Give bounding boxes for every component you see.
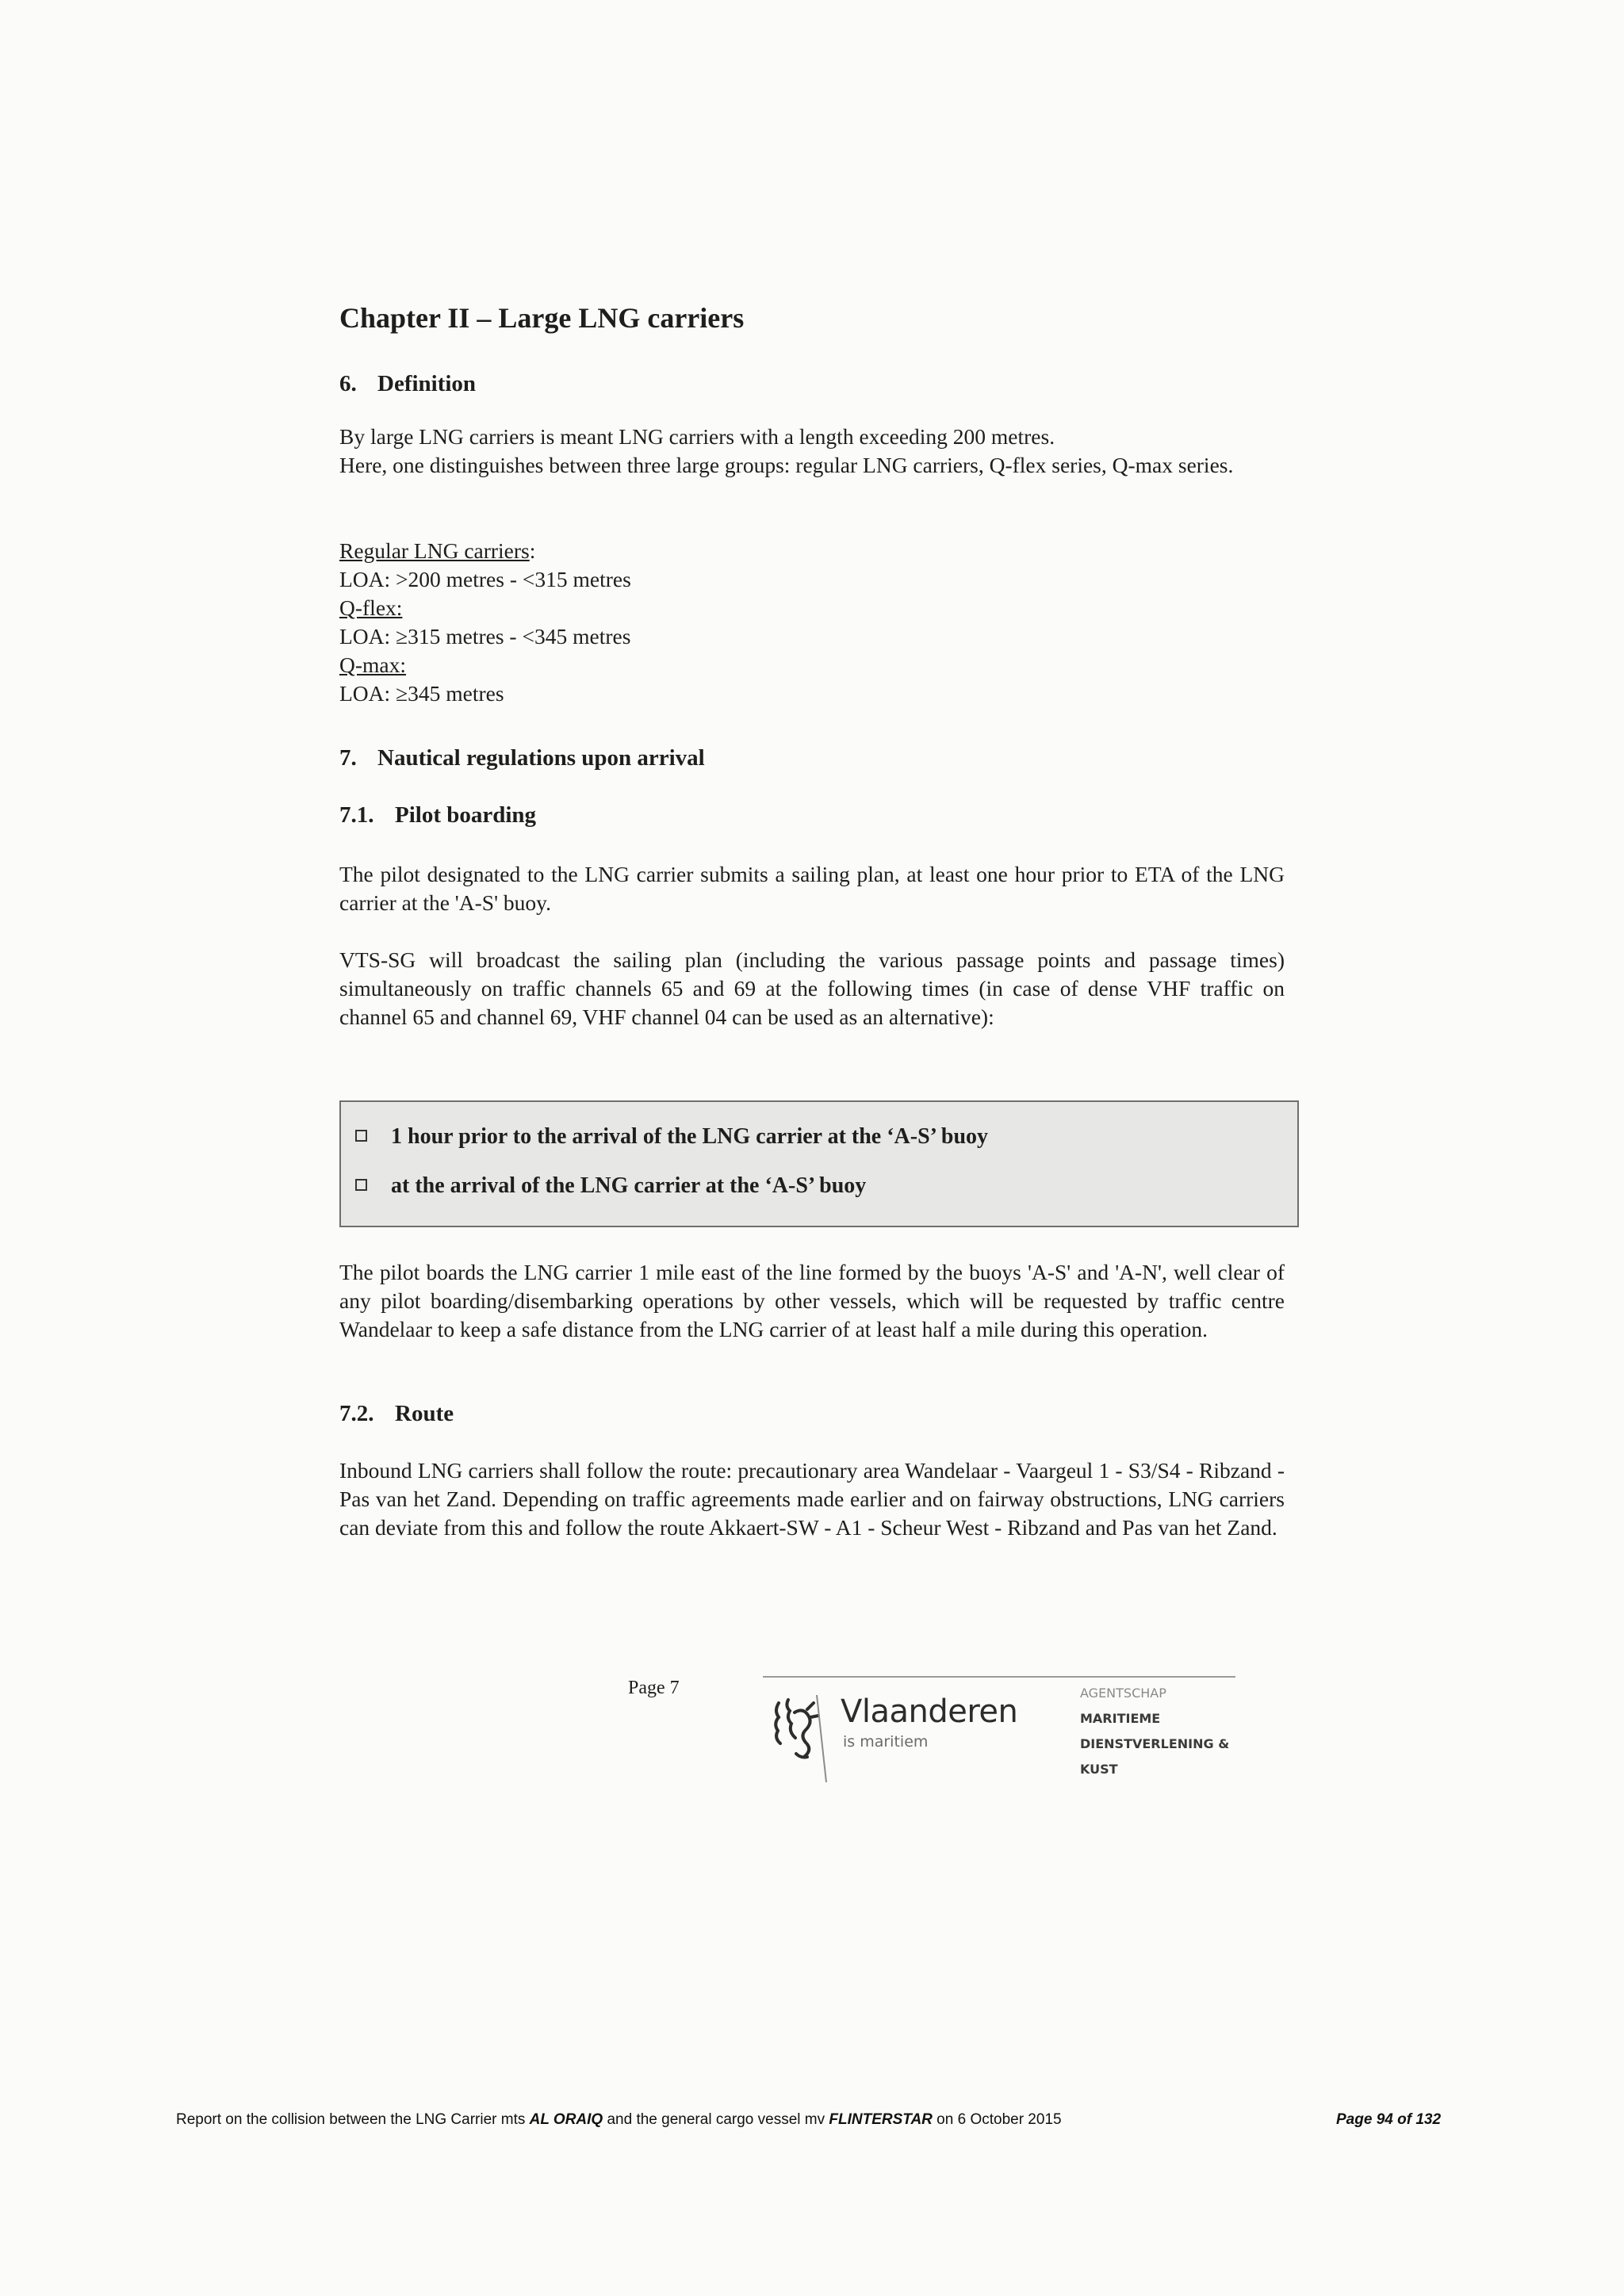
pilot-boarding-paragraph-1: The pilot designated to the LNG carrier submits a sailing plan, at least one hour prior to ETA of the LNG carrier at the 'A-S' buoy. xyxy=(339,862,1285,915)
regular-label-colon: : xyxy=(529,538,536,563)
footer-suffix: on 6 October 2015 xyxy=(932,2111,1062,2128)
checkbox-bullet-icon xyxy=(355,1130,367,1142)
footer-prefix: Report on the collision between the LNG Carrier mts xyxy=(176,2111,530,2128)
inner-page-number: Page 7 xyxy=(628,1678,680,1698)
agency-name xyxy=(1080,1681,1229,1782)
regular-lng-label xyxy=(339,537,535,565)
qflex-loa: LOA: ≥315 metres - <345 metres xyxy=(339,624,631,649)
section-number: 6. xyxy=(339,371,357,396)
broadcast-time-text: at the arrival of the LNG carrier at the ‘A-S’ buoy xyxy=(391,1173,867,1198)
section-7-1-heading xyxy=(339,802,536,828)
agency-line: DIENSTVERLENING & xyxy=(1080,1736,1230,1751)
section-title: Pilot boarding xyxy=(395,802,537,828)
chapter-title: Chapter II – Large LNG carriers xyxy=(339,302,745,334)
logo-tagline: is maritiem xyxy=(843,1733,929,1751)
broadcast-time-item xyxy=(355,1173,866,1199)
broadcast-time-item xyxy=(355,1124,988,1150)
report-page-number: Page 94 of 132 xyxy=(1336,2111,1442,2128)
route-paragraph: Inbound LNG carriers shall follow the route: precautionary area Wandelaar - Vaargeul 1 - S3/S4 - Ribzand - Pas van het Zand. Depending on traffic agreements made earlier and on fairway obstructions, LNG carriers can deviate from this and follow the route Akkaert-SW - A1 - Scheur West - Ribzand and Pas van het Zand. xyxy=(339,1458,1285,1540)
regular-label-text: Regular LNG carriers xyxy=(339,538,530,563)
logo-rule xyxy=(763,1676,1235,1678)
section-title: Route xyxy=(395,1401,454,1426)
section-7-2-heading xyxy=(339,1401,454,1427)
section-7-heading xyxy=(339,745,705,771)
qflex-label: Q-flex: xyxy=(339,595,403,620)
vessel-name-1: AL ORAIQ xyxy=(529,2111,603,2128)
vessel-name-2: FLINTERSTAR xyxy=(829,2111,933,2128)
agency-line: MARITIEME xyxy=(1080,1711,1161,1726)
broadcast-times-box xyxy=(339,1100,1299,1227)
definition-paragraph: By large LNG carriers is meant LNG carriers with a length exceeding 200 metres. xyxy=(339,424,1055,449)
section-6-heading xyxy=(339,371,476,397)
pilot-boarding-paragraph-3: The pilot boards the LNG carrier 1 mile east of the line formed by the buoys 'A-S' and 'A-N', well clear of any pilot boarding/disembarking operations by other vessels, which will be requested by traffic centre Wandelaar to keep a safe distance from the LNG carrier of at least half a mile during this operation. xyxy=(339,1260,1285,1341)
regular-loa: LOA: >200 metres - <315 metres xyxy=(339,567,631,591)
qmax-label: Q-max: xyxy=(339,652,407,677)
definition-paragraph-2: Here, one distinguishes between three large groups: regular LNG carriers, Q-flex series, Q-max series. xyxy=(339,453,1234,477)
pilot-boarding-paragraph-2: VTS-SG will broadcast the sailing plan (including the various passage points and passage times) simultaneously on traffic channels 65 and 69 at the following times (in case of dense VHF traffic on channel 65 and channel 69, VHF channel 04 can be used as an alternative): xyxy=(339,947,1285,1029)
broadcast-time-text: 1 hour prior to the arrival of the LNG carrier at the ‘A-S’ buoy xyxy=(391,1124,989,1149)
vlaanderen-logo xyxy=(761,1681,1237,1784)
agency-line: KUST xyxy=(1080,1762,1118,1777)
flemish-lion-icon xyxy=(761,1681,833,1784)
section-number: 7.2. xyxy=(339,1401,374,1426)
report-footer-text xyxy=(176,2111,1062,2129)
qmax-loa: LOA: ≥345 metres xyxy=(339,681,504,706)
section-number: 7.1. xyxy=(339,802,374,828)
section-title: Nautical regulations upon arrival xyxy=(377,745,705,771)
section-number: 7. xyxy=(339,745,357,771)
logo-wordmark: Vlaanderen xyxy=(841,1693,1018,1730)
checkbox-bullet-icon xyxy=(355,1179,367,1191)
agency-line: AGENTSCHAP xyxy=(1080,1686,1166,1701)
footer-middle: and the general cargo vessel mv xyxy=(603,2111,829,2128)
section-title: Definition xyxy=(377,371,477,396)
